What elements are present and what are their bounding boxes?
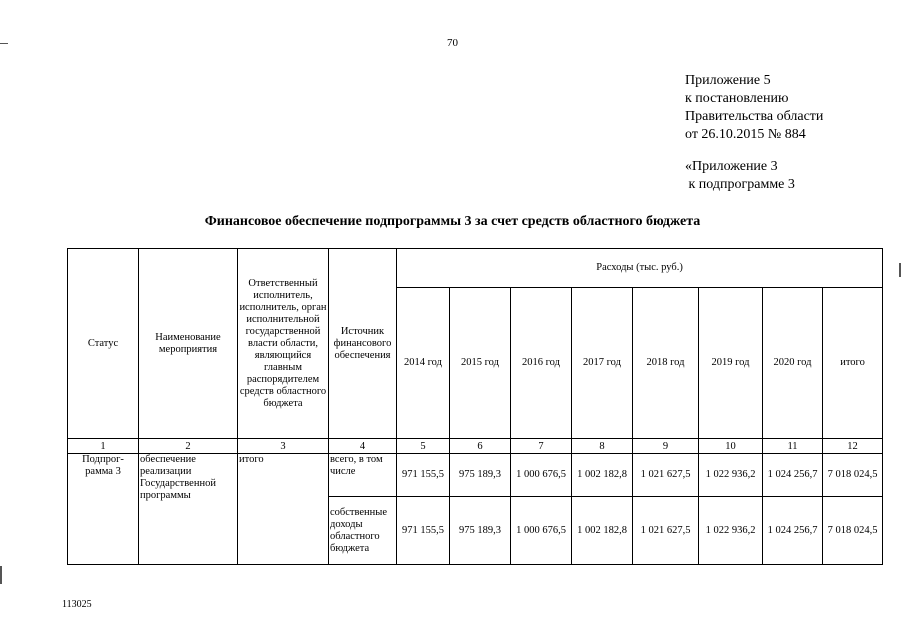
column-number: 12 [823, 439, 883, 454]
value-cell: 975 189,3 [450, 454, 511, 497]
appendix-line: Правительства области [685, 109, 824, 124]
header-status: Статус [68, 249, 139, 439]
document-title: Финансовое обеспечение подпрограммы 3 за счет средств областного бюджета [204, 214, 701, 229]
left-edge-mark [0, 43, 8, 44]
value-cell: 7 018 024,5 [823, 497, 883, 565]
appendix-line: «Приложение 3 [685, 159, 778, 174]
header-year: 2020 год [763, 288, 823, 439]
appendix-line: к подпрограмме 3 [685, 177, 795, 192]
header-year: 2017 год [572, 288, 633, 439]
footer-code: 113025 [62, 599, 92, 610]
appendix-line: Приложение 5 [685, 73, 771, 88]
row-source: собственные доходы областного бюджета [329, 497, 397, 565]
value-cell: 1 021 627,5 [633, 454, 699, 497]
header-expenses: Расходы (тыс. руб.) [397, 249, 883, 288]
right-edge-mark [899, 263, 901, 277]
row-source: всего, в том числе [329, 454, 397, 497]
value-cell: 975 189,3 [450, 497, 511, 565]
value-cell: 971 155,5 [397, 454, 450, 497]
page-number: 70 [447, 37, 458, 49]
table-row [68, 454, 883, 497]
header-year: 2019 год [699, 288, 763, 439]
value-cell: 1 024 256,7 [763, 454, 823, 497]
value-cell: 1 002 182,8 [572, 497, 633, 565]
header-year: 2016 год [511, 288, 572, 439]
value-cell: 971 155,5 [397, 497, 450, 565]
header-year: 2014 год [397, 288, 450, 439]
value-cell: 1 000 676,5 [511, 454, 572, 497]
header-total: итого [823, 288, 883, 439]
column-number: 7 [511, 439, 572, 454]
left-edge-mark-lower [0, 566, 2, 584]
value-cell: 1 021 627,5 [633, 497, 699, 565]
row-status: Подпрог- рамма 3 [68, 454, 139, 565]
value-cell: 1 024 256,7 [763, 497, 823, 565]
header-source: Источник финансового обеспечения [329, 249, 397, 439]
financing-table [67, 248, 883, 565]
value-cell: 1 022 936,2 [699, 454, 763, 497]
column-number: 10 [699, 439, 763, 454]
value-cell: 1 002 182,8 [572, 454, 633, 497]
column-number: 2 [139, 439, 238, 454]
value-cell: 1 022 936,2 [699, 497, 763, 565]
column-number: 1 [68, 439, 139, 454]
value-cell: 1 000 676,5 [511, 497, 572, 565]
header-year: 2018 год [633, 288, 699, 439]
column-number: 8 [572, 439, 633, 454]
column-number: 3 [238, 439, 329, 454]
appendix-block [685, 72, 823, 194]
column-number: 6 [450, 439, 511, 454]
header-year: 2015 год [450, 288, 511, 439]
column-number: 4 [329, 439, 397, 454]
value-cell: 7 018 024,5 [823, 454, 883, 497]
row-responsible: итого [238, 454, 329, 565]
appendix-line: от 26.10.2015 № 884 [685, 127, 806, 142]
column-number: 9 [633, 439, 699, 454]
header-responsible: Ответственный исполнитель, исполнитель, орган исполнительной государственной власти области, являющийся главным распорядителем средств областного бюджета [238, 249, 329, 439]
header-name: Наименование мероприятия [139, 249, 238, 439]
row-name: обеспечение реализации Государственной программы [139, 454, 238, 565]
appendix-line: к постановлению [685, 91, 789, 106]
column-number: 11 [763, 439, 823, 454]
column-number: 5 [397, 439, 450, 454]
